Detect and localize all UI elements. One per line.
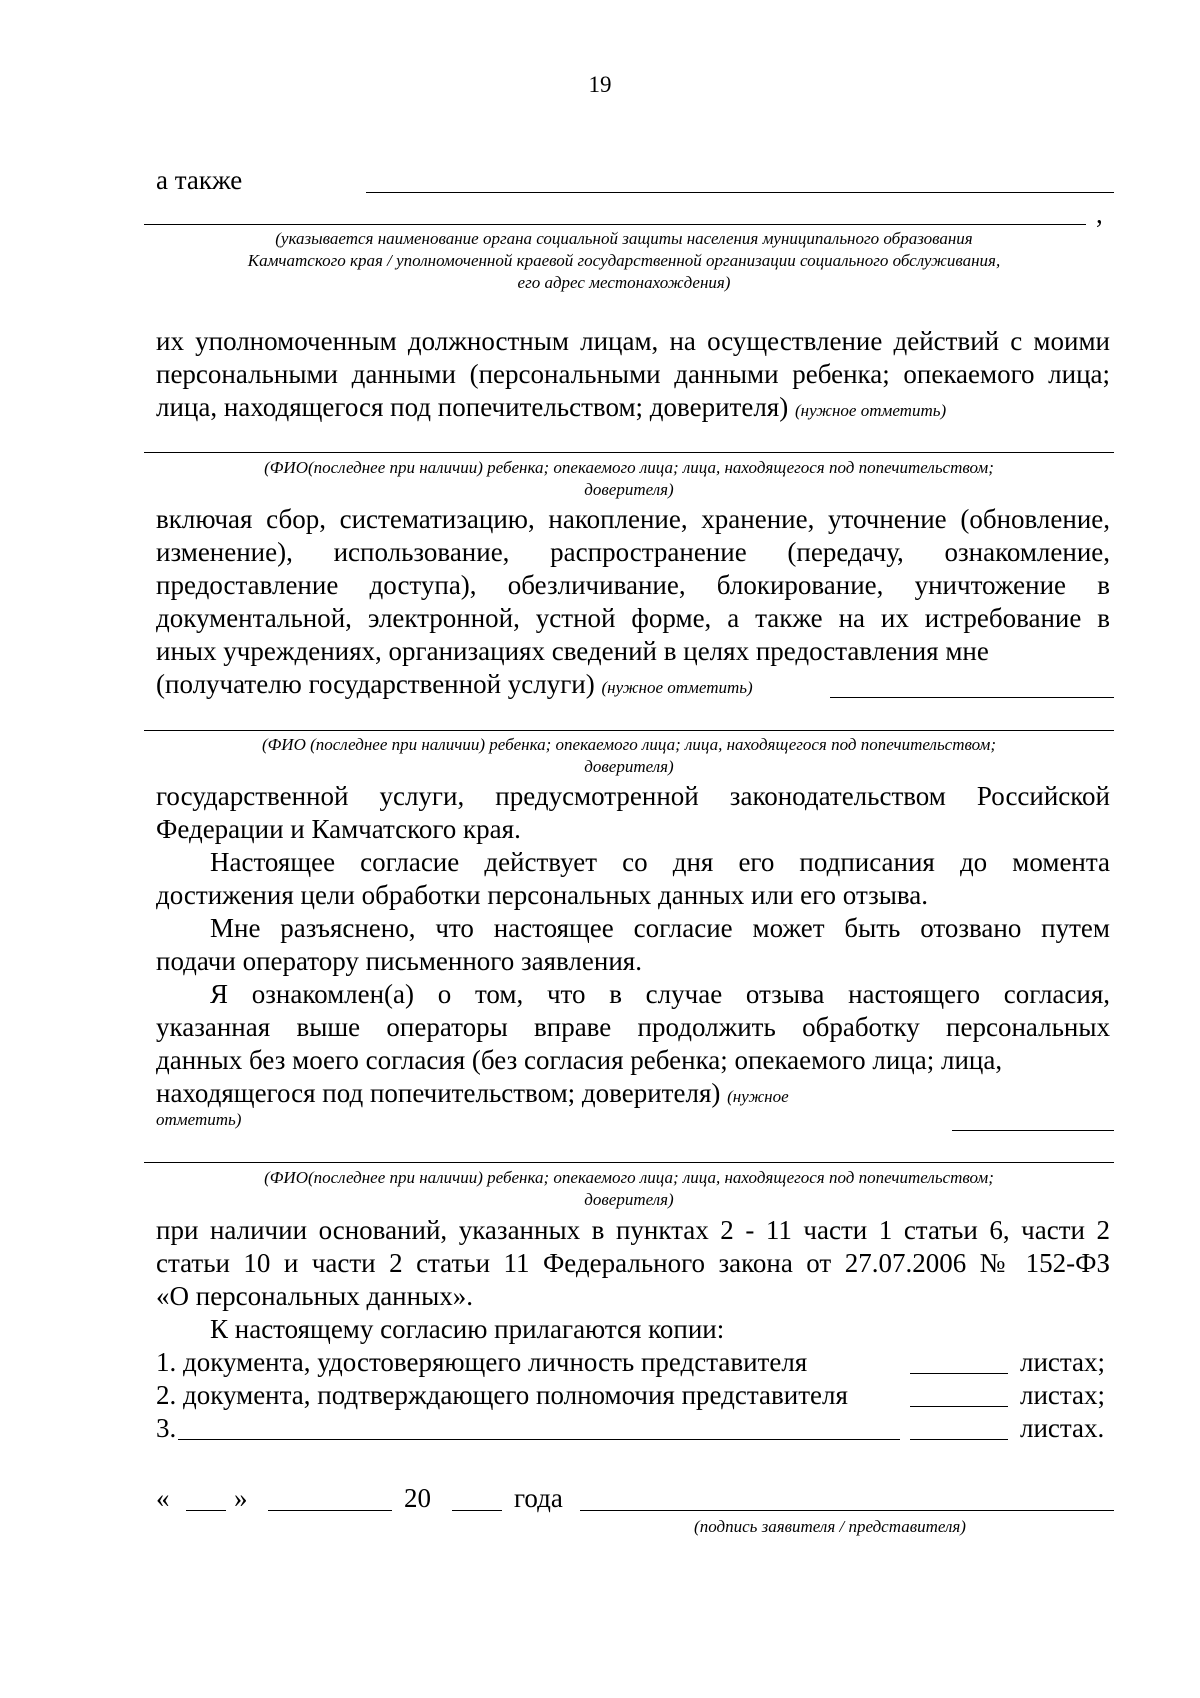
fio-field-line-3[interactable]: [144, 1162, 1114, 1163]
date-year-field[interactable]: [452, 1510, 502, 1511]
date-month-field[interactable]: [268, 1510, 392, 1511]
hint-line: доверителя): [584, 1190, 674, 1209]
body-line: Настоящее согласие действует со дня его подписания до момента: [210, 847, 1110, 877]
attachment-item: 2. документа, подтверждающего полномочия представителя: [156, 1380, 848, 1410]
attachment-item: 1. документа, удостоверяющего личность представителя: [156, 1347, 808, 1377]
hint-line: доверителя): [584, 480, 674, 499]
attachment-unit: листах;: [1020, 1347, 1106, 1377]
body-line: предоставление доступа), обезличивание, блокирование, уничтожение в: [156, 570, 1110, 600]
body-line: иных учреждениях, организациях сведений в целях предоставления мне: [156, 636, 989, 666]
body-line: государственной услуги, предусмотренной законодательством Российской: [156, 781, 1110, 811]
fio-field-hint-3: [144, 1167, 1114, 1211]
hint-line: (ФИО (последнее при наличии) ребенка; опекаемого лица; лица, находящегося под попечительством;: [261, 735, 997, 754]
hint-line: Камчатского края / уполномоченной краевой государственной организации социального обслуживания,: [247, 251, 1001, 270]
mark-note: (нужное: [727, 1087, 789, 1106]
mark-note: (нужное отметить): [794, 401, 947, 420]
organization-field-line-2[interactable]: [144, 224, 1086, 225]
attachment-item: 3.: [156, 1413, 177, 1443]
mark-field-line-2[interactable]: [952, 1130, 1114, 1131]
body-line: [156, 668, 1110, 704]
body-text: лица, находящегося под попечительством; доверителя): [156, 392, 789, 422]
fio-field-line-1[interactable]: [144, 452, 1114, 453]
signature-hint: (подпись заявителя / представителя): [694, 1517, 966, 1536]
date-century: 20: [404, 1483, 431, 1513]
body-line: достижения цели обработки персональных данных или его отзыва.: [156, 880, 929, 910]
body-line: включая сбор, систематизацию, накопление, хранение, уточнение (обновление,: [156, 504, 1110, 534]
attachment-sheets-field[interactable]: [910, 1373, 1008, 1374]
body-line: Федерации и Камчатского края.: [156, 814, 521, 844]
attachment-unit: листах.: [1020, 1413, 1105, 1443]
hint-line: его адрес местонахождения): [517, 273, 731, 292]
mark-note: (нужное отметить): [601, 678, 753, 697]
body-line: персональными данными (персональными данными ребенка; опекаемого лица;: [156, 359, 1110, 389]
year-word: года: [514, 1483, 563, 1513]
hint-line: (ФИО(последнее при наличии) ребенка; опекаемого лица; лица, находящегося под попечительством;: [264, 1168, 994, 1187]
hint-line: (ФИО(последнее при наличии) ребенка; опекаемого лица; лица, находящегося под попечительством;: [264, 458, 994, 477]
hint-line: (указывается наименование органа социальной защиты населения муниципального образования: [275, 229, 973, 248]
body-text: (получателю государственной услуги): [156, 669, 595, 699]
body-line: статьи 10 и части 2 статьи 11 Федерального закона от 27.07.2006 № 152-ФЗ: [156, 1248, 1110, 1278]
attachment-sheets-field[interactable]: [910, 1439, 1008, 1440]
organization-field-hint: [144, 228, 1104, 294]
signature-field[interactable]: [580, 1510, 1114, 1511]
hint-line: доверителя): [584, 757, 674, 776]
fio-field-hint-2: [144, 734, 1114, 778]
body-line: документальной, электронной, устной форме, а также на их истребование в: [156, 603, 1110, 633]
body-line: указанная выше операторы вправе продолжить обработку персональных: [156, 1012, 1110, 1042]
date-close-quote: »: [234, 1483, 248, 1513]
attachment-name-field[interactable]: [178, 1439, 900, 1440]
body-line: их уполномоченным должностным лицам, на осуществление действий с моими: [156, 326, 1110, 356]
also-label: а также: [156, 165, 243, 195]
attachment-sheets-field[interactable]: [910, 1406, 1008, 1407]
body-line: [156, 391, 1110, 427]
date-day-field[interactable]: [186, 1510, 226, 1511]
body-line: данных без моего согласия (без согласия ребенка; опекаемого лица; лица,: [156, 1045, 1003, 1075]
page-number: 19: [588, 72, 612, 97]
body-line: подачи оператору письменного заявления.: [156, 946, 642, 976]
organization-field-line-1[interactable]: [366, 192, 1114, 193]
fio-field-hint-1: [144, 457, 1114, 501]
comma: ,: [1096, 199, 1103, 229]
attachment-unit: листах;: [1020, 1380, 1106, 1410]
mark-note-continued: отметить): [156, 1110, 242, 1129]
body-line: Мне разъяснено, что настоящее согласие может быть отозвано путем: [210, 913, 1110, 943]
body-line: «О персональных данных».: [156, 1281, 473, 1311]
body-line: [156, 1077, 1110, 1113]
body-line: при наличии оснований, указанных в пунктах 2 - 11 части 1 статьи 6, части 2: [156, 1215, 1110, 1245]
mark-field-line-1[interactable]: [830, 697, 1114, 698]
fio-field-line-2[interactable]: [144, 730, 1114, 731]
body-text: находящегося под попечительством; доверителя): [156, 1078, 721, 1108]
attachments-intro: К настоящему согласию прилагаются копии:: [210, 1314, 725, 1344]
date-open-quote: «: [156, 1483, 170, 1513]
body-line: изменение), использование, распространение (передачу, ознакомление,: [156, 537, 1110, 567]
body-line: Я ознакомлен(а) о том, что в случае отзыва настоящего согласия,: [210, 979, 1110, 1009]
